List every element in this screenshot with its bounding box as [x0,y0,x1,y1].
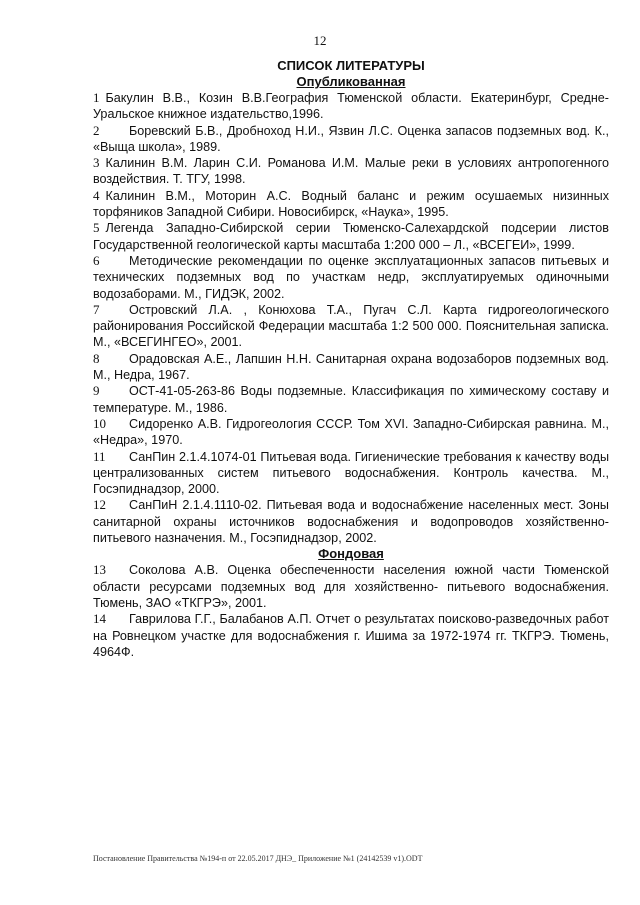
entry-number: 3 [93,155,100,171]
page-title: СПИСОК ЛИТЕРАТУРЫ [277,58,425,73]
entry-number: 8 [93,350,100,366]
list-item [93,449,609,498]
entry-text: Гаврилова Г.Г., Балабанов А.П. Отчет о результатах поисково-разведочных работ на Ровнецком участке для водоснабжения г. Ишима за 1972-1974 гг. ТКГРЭ. Тюмень, 4964Ф. [93,612,609,659]
entry-number: 5 [93,220,100,236]
list-item [93,155,609,188]
entry-text: Калинин В.М., Моторин А.С. Водный баланс и режим осушаемых низинных торфяников Западной Сибири. Новосибирск, «Наука», 1995. [93,188,609,220]
entry-number: 9 [93,383,100,399]
entry-text: СанПиН 2.1.4.1110-02. Питьевая вода и водоснабжение населенных мест. Зоны санитарной охраны источников водоснабжения и водопроводов хозяйственно-питьевого назначения. М., Госэпиднадзор, 2002. [93,498,609,546]
archival-list [93,562,609,660]
entry-text: Боревский Б.В., Дробноход Н.И., Язвин Л.С. Оценка запасов подземных вод. К., «Выща школа», 1989. [93,123,609,154]
entry-number: 13 [93,562,106,578]
list-item [93,383,609,416]
list-item [93,123,609,156]
entry-number: 7 [93,301,100,317]
section-heading-published: Опубликованная [296,74,406,89]
list-item [93,611,609,660]
page-number: 12 [313,33,327,48]
list-item [93,562,609,611]
list-item [93,188,609,221]
entry-number: 6 [93,252,100,268]
entry-number: 10 [93,415,106,431]
list-item [93,302,609,351]
entry-text: Соколова А.В. Оценка обеспеченности населения южной части Тюменской области ресурсами подземных вод для хозяйственно- питьевого водоснабжения. Тюмень, ЗАО «ТКГРЭ», 2001. [93,563,609,610]
entry-text: Сидоренко А.В. Гидрогеология СССР. Том XVI. Западно-Сибирская равнина. М., «Недра», 1970. [93,416,609,448]
entry-text: Орадовская А.Е., Лапшин Н.Н. Санитарная охрана водозаборов подземных вод. М., Недра, 1967. [93,351,609,383]
list-item [93,220,609,253]
bibliography [93,58,609,660]
entry-text: Калинин В.М. Ларин С.И. Романова И.М. Малые реки в условиях антропогенного воздействия. Т. ТГУ, 1998. [93,156,609,187]
entry-number: 11 [93,448,106,464]
section-heading-archival: Фондовая [318,546,384,562]
entry-number: 14 [93,611,106,627]
document-footer: Постановление Правительства №194-п от 22.05.2017 ДНЭ_ Приложение №1 (24142539 v1).ODT [93,854,423,863]
entry-number: 4 [93,187,100,203]
list-item [93,351,609,384]
entry-text: Методические рекомендации по оценке эксплуатационных запасов питьевых и технических подземных вод по участкам недр, эксплуатируемых одиночными водозаборами. М., ГИДЭК, 2002. [93,253,609,301]
entry-number: 12 [93,497,106,513]
entry-text: Легенда Западно-Сибирской серии Тюменско-Салехардской подсерии листов Государственной геологической карты масштаба 1:200 000 – Л., «ВСЕГЕИ», 1999. [93,221,609,252]
list-item [93,416,609,449]
entry-number: 2 [93,122,100,138]
entry-text: СанПин 2.1.4.1074-01 Питьевая вода. Гигиенические требования к качеству воды централизованных систем питьевого водоснабжения. Контроль качества. М., Госэпиднадзор, 2000. [93,449,609,497]
entry-text: ОСТ-41-05-263-86 Воды подземные. Классификация по химическому составу и температуре. М., 1986. [93,384,609,415]
published-list [93,90,609,546]
entry-text: Островский Л.А. , Конюхова Т.А., Пугач С.Л. Карта гидрогеологического районирования Российской Федерации масштаба 1:2 500 000. Пояснительная записка. М., «ВСЕГИНГЕО», 2001. [93,302,609,350]
entry-number: 1 [93,90,100,105]
entry-text: Бакулин В.В., Козин В.В.География Тюменской области. Екатеринбург, Средне-Уральское книжное издательство,1996. [93,91,609,122]
list-item [93,497,609,546]
list-item [93,90,609,123]
list-item [93,253,609,302]
